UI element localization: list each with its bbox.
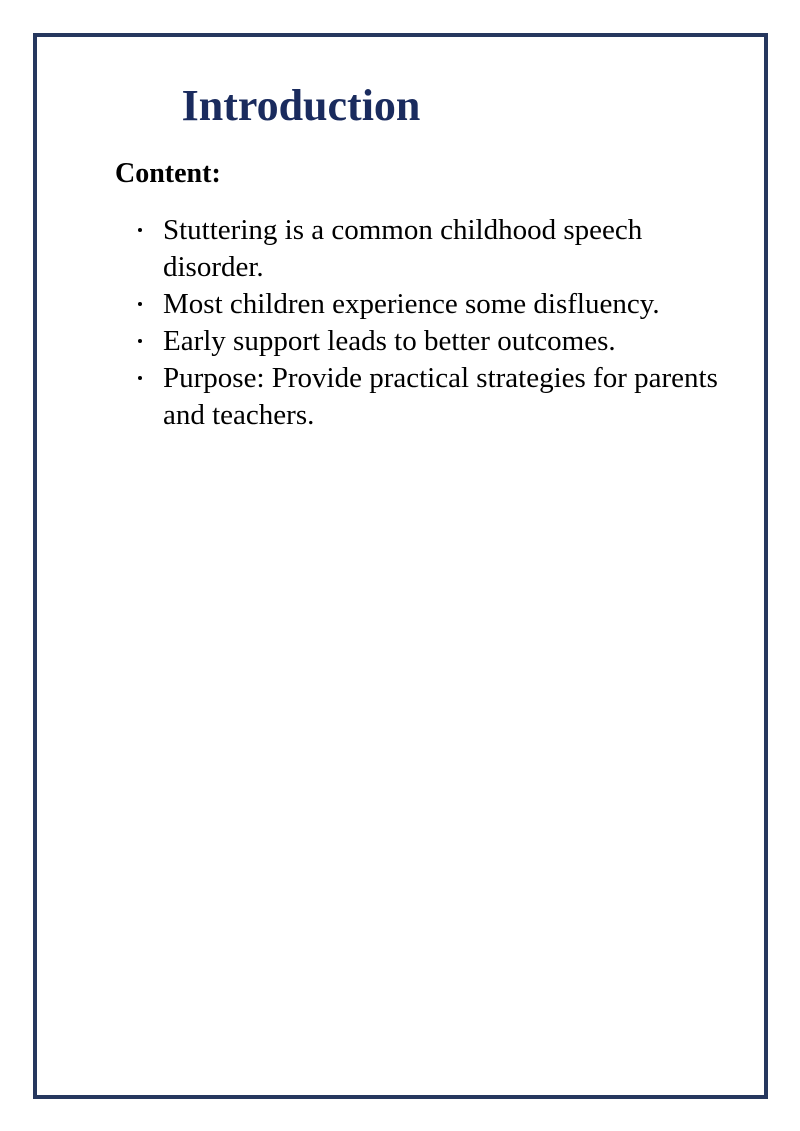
page-title xyxy=(0,80,800,132)
list-item-text: Purpose: Provide practical strategies for parents and teachers. xyxy=(163,362,718,431)
list-item-text: Most children experience some disfluency. xyxy=(163,288,660,320)
bullet-icon xyxy=(138,228,142,232)
list-item xyxy=(135,360,735,434)
list-item xyxy=(135,212,735,286)
bullet-icon xyxy=(138,339,142,343)
list-item xyxy=(135,286,735,323)
bullet-icon xyxy=(138,376,142,380)
bullet-list xyxy=(135,212,735,434)
section-heading: Content: xyxy=(115,158,221,189)
list-item xyxy=(135,323,735,360)
list-item-text: Early support leads to better outcomes. xyxy=(163,325,616,357)
page-border-frame xyxy=(33,33,768,1099)
list-item-text: Stuttering is a common childhood speech disorder. xyxy=(163,214,643,283)
bullet-icon xyxy=(138,302,142,306)
page-title-text: Introduction xyxy=(181,81,421,130)
